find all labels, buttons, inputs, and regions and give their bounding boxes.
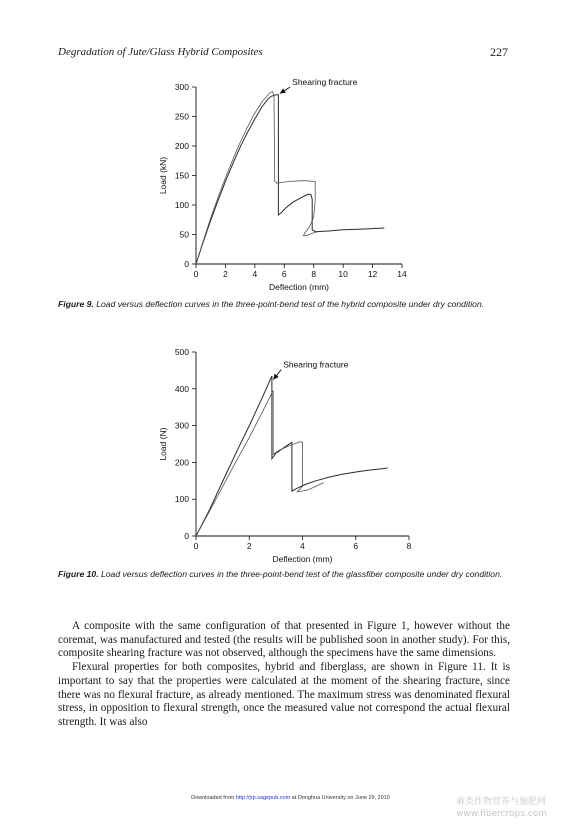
x-tick-label: 2	[223, 269, 228, 279]
series-line-1	[196, 376, 388, 536]
x-axis-title: Deflection (mm)	[272, 554, 333, 564]
watermark-line-1: 麻类作物营养与施肥网	[456, 797, 547, 807]
figure-10-caption-text: Load versus deflection curves in the three-point-bend test of the glassfiber composite under dry condition.	[100, 569, 503, 579]
y-tick-label: 0	[184, 531, 189, 541]
y-tick-label: 300	[174, 82, 189, 92]
x-tick-label: 6	[353, 541, 359, 551]
annotation-label: Shearing fracture	[292, 77, 358, 87]
x-tick-label: 14	[397, 269, 407, 279]
y-tick-label: 500	[174, 347, 189, 357]
footer-prefix: Downloaded from	[191, 795, 236, 801]
y-tick-label: 200	[174, 457, 189, 468]
y-tick-label: 200	[174, 141, 189, 151]
body-paragraph: Flexural properties for both composites, hybrid and fiberglass, are shown in Figure 11. It is important to say that the properties were calculated at the moment of the shearing fracture, since there was no flexural fracture, as already mentioned. The maximum stress was denominated flexural stress, in opposition to flexural strength, once the measured value not correspond the actual flexural strength. It was also	[58, 661, 510, 728]
body-paragraph: A composite with the same configuration of that presented in Figure 1, however without the coremat, was manufactured and tested (the results will be published soon in another study). For this, composite shearing fracture was not observed, although the specimens have the same dimensions.	[58, 620, 510, 660]
y-tick-label: 100	[174, 200, 189, 210]
x-axis-title: Deflection (mm)	[269, 282, 329, 292]
x-tick-label: 6	[281, 269, 287, 279]
footer-link[interactable]: http://jrp.sagepub.com	[235, 795, 291, 801]
y-tick-label: 250	[174, 111, 189, 122]
running-header: Degradation of Jute/Glass Hybrid Composites	[58, 46, 263, 58]
y-tick-label: 400	[174, 383, 189, 394]
y-tick-label: 0	[184, 259, 189, 269]
figure-10-caption	[58, 569, 512, 580]
watermark-line-2: www.fibercrops.com	[456, 809, 547, 819]
y-tick-label: 100	[174, 494, 189, 505]
watermark	[456, 796, 547, 820]
y-tick-label: 300	[174, 420, 189, 431]
y-tick-label: 50	[179, 229, 189, 240]
figure-9-label: Figure 9.	[58, 299, 94, 309]
y-tick-label: 150	[174, 170, 189, 181]
x-tick-label: 4	[252, 269, 258, 279]
x-tick-label: 0	[193, 269, 199, 279]
annotation-label: Shearing fracture	[283, 359, 349, 370]
x-tick-label: 2	[246, 541, 252, 551]
footer-suffix: at Donghua University on June 29, 2010	[290, 795, 390, 801]
page-number: 227	[490, 45, 508, 59]
y-axis-title: Load (N)	[158, 427, 168, 461]
figure-9-caption	[58, 299, 512, 310]
x-tick-label: 10	[338, 269, 348, 279]
x-tick-label: 12	[367, 269, 378, 279]
figure-10-label: Figure 10.	[58, 569, 99, 579]
series-line-2	[196, 391, 324, 536]
body-text	[58, 620, 510, 730]
y-axis-title: Load (kN)	[158, 156, 168, 195]
x-tick-label: 8	[311, 269, 317, 279]
x-tick-label: 4	[300, 541, 305, 551]
annotation-arrowhead	[273, 374, 278, 380]
x-tick-label: 0	[193, 541, 199, 551]
x-tick-label: 8	[406, 541, 412, 551]
figure-9-caption-text: Load versus deflection curves in the three-point-bend test of the hybrid composite under dry condition.	[96, 299, 485, 309]
